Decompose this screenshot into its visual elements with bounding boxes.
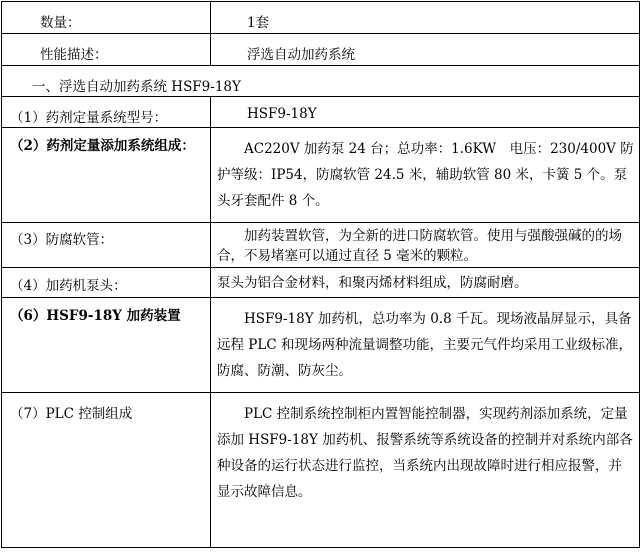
spec-item-row bbox=[2, 223, 640, 268]
quantity-label: 数量： bbox=[2, 2, 211, 34]
spec-item-text: 加药装置软管，为全新的进口防腐软管。使用与强酸强碱的的场合，不易堵塞可以通过直径 5 毫米的颗粒。 bbox=[211, 223, 640, 268]
spec-item-label: （3）防腐软管： bbox=[2, 223, 211, 268]
performance-value: 浮选自动加药系统 bbox=[211, 34, 640, 66]
spec-table bbox=[1, 1, 640, 548]
spec-item-text: AC220V 加药泵 24 台；总功率：1.6KW 电压：230/400V 防护等级：IP54，防腐软管 24.5 米，辅助软管 80 米，卡簧 5 个。泵头牙套配件 8 个。 bbox=[211, 128, 640, 223]
spec-item-text: PLC 控制系统控制柜内置智能控制器，实现药剂添加系统，定量添加 HSF9-18Y 加药机、报警系统等系统设备的控制并对系统内部各种设备的运行状态进行监控，当系统内出现故障时进行相应报警，并显示故障信息。 bbox=[211, 393, 640, 548]
spec-item-text: HSF9-18Y bbox=[211, 97, 640, 128]
section-title: 一、浮选自动加药系统 HSF9-18Y bbox=[2, 66, 640, 97]
spec-item-label: （1）药剂定量系统型号： bbox=[2, 97, 211, 128]
spec-item-row bbox=[2, 298, 640, 393]
performance-label: 性能描述： bbox=[2, 34, 211, 66]
spec-item-text: HSF9-18Y 加药机，总功率为 0.8 千瓦。现场液晶屏显示，具备远程 PLC 和现场两种流量调整功能，主要元气件均采用工业级标准，防腐、防潮、防灰尘。 bbox=[211, 298, 640, 393]
spec-item-label: （6）HSF9-18Y 加药装置 bbox=[2, 298, 211, 393]
spec-item-label: （2）药剂定量添加系统组成： bbox=[2, 128, 211, 223]
spec-item-label: （7）PLC 控制组成 bbox=[2, 393, 211, 548]
spec-item-row bbox=[2, 97, 640, 128]
spec-item-label: （4）加药机泵头： bbox=[2, 268, 211, 298]
performance-row bbox=[2, 34, 640, 66]
spec-item-row bbox=[2, 128, 640, 223]
quantity-row bbox=[2, 2, 640, 34]
section-row bbox=[2, 66, 640, 97]
spec-item-row bbox=[2, 268, 640, 298]
spec-item-row bbox=[2, 393, 640, 548]
spec-item-text: 泵头为铝合金材料，和聚丙烯材料组成，防腐耐磨。 bbox=[211, 268, 640, 298]
quantity-value: 1套 bbox=[211, 2, 640, 34]
